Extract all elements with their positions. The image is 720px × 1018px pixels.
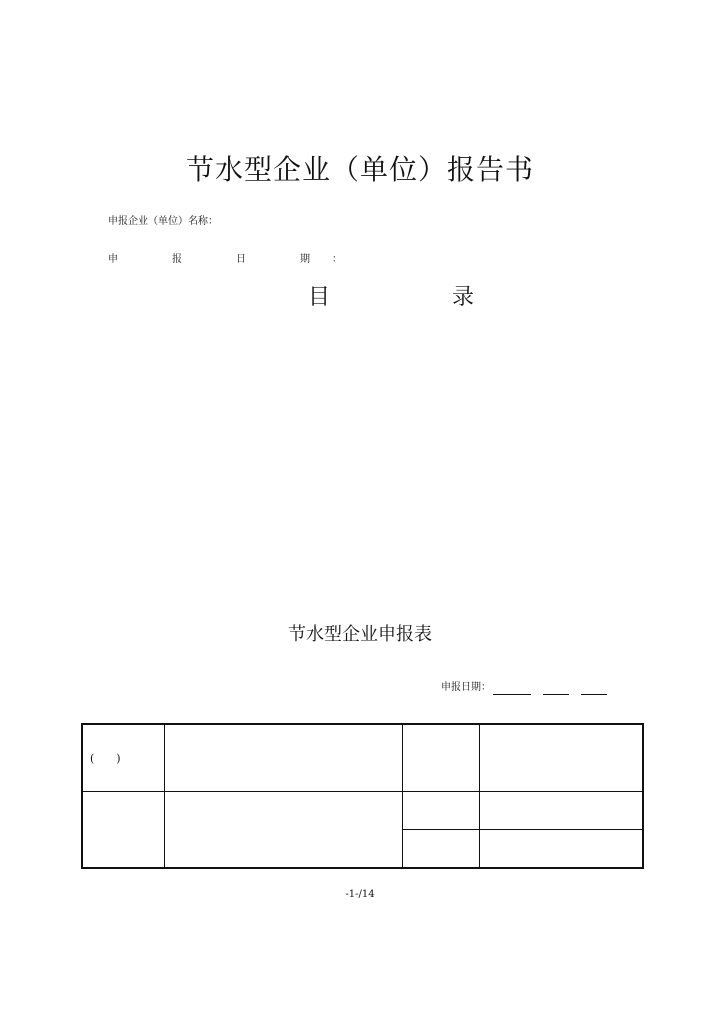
table-cell [403, 830, 480, 869]
table-cell: ( ) [82, 724, 165, 792]
table-row [82, 792, 643, 830]
report-date-field: 申 报 日 期： [108, 254, 364, 265]
applicant-name-field: 申报企业（单位）名称： [108, 216, 218, 227]
table-row [82, 724, 643, 792]
month-blank [543, 684, 569, 695]
apply-date-line [441, 681, 607, 695]
table-cell [165, 724, 403, 792]
application-form-table [81, 723, 644, 869]
table-cell [403, 724, 480, 792]
day-blank [581, 684, 607, 695]
report-title: 节水型企业（单位）报告书 [185, 153, 534, 186]
apply-date-label: 申报日期： [441, 682, 491, 693]
table-cell [480, 792, 644, 830]
page-number: -1-/14 [345, 889, 375, 900]
table-cell [165, 792, 403, 869]
table-cell [82, 792, 165, 869]
table-cell [403, 792, 480, 830]
form-title: 节水型企业申报表 [288, 624, 432, 645]
year-blank [493, 684, 531, 695]
table-cell [480, 830, 644, 869]
toc-heading: 目 录 [308, 285, 525, 310]
table-cell [480, 724, 644, 792]
